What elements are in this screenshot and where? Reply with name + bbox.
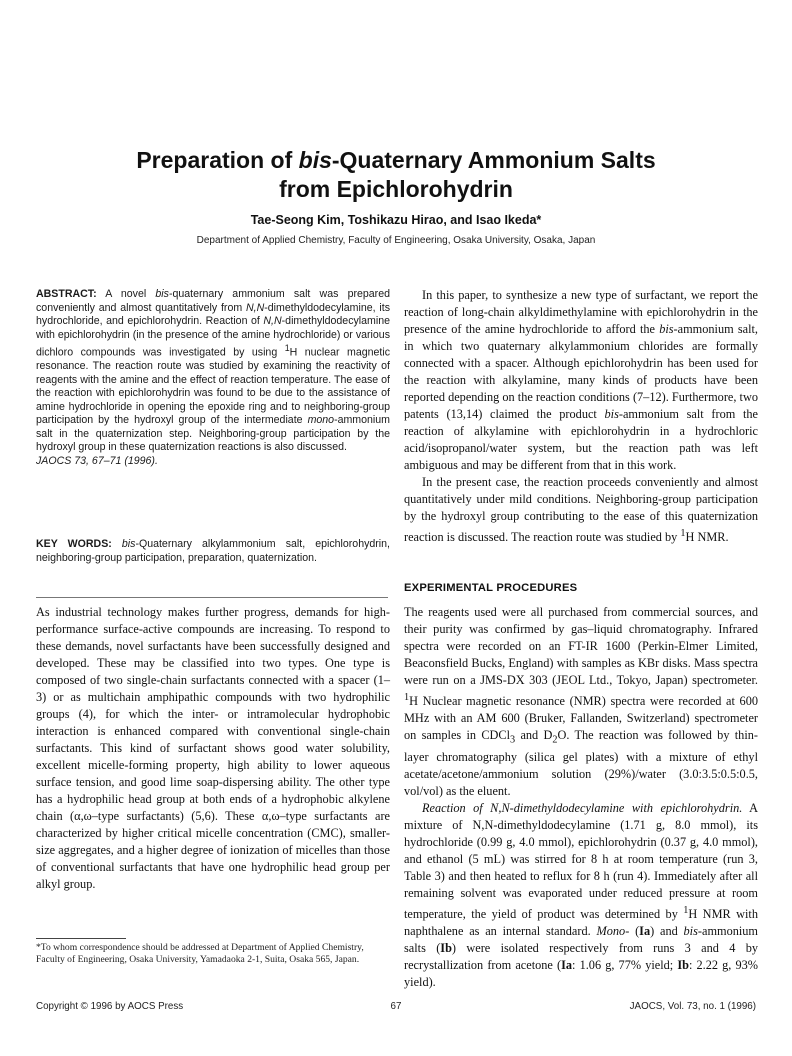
compound-label: Ib [440,940,452,955]
abstract-text: -dimethyldodecylamine, its hydrochloride, and epichlorohydrin. Reaction of [36,301,390,327]
article-title [60,146,732,204]
section-heading: EXPERIMENTAL PROCEDURES [404,582,578,594]
paragraph-text: A mixture of N,N-dimethyldodecylamine (1.71 g, 8.0 mmol), its hydrochloride (0.99 g, 4.0 mmol), epichlorohydrin (0.37 g, 4.0 mmol), and ethanol (5 mL) was stirred for 8 h at room temperature (run 3, Table 3) and then heated to reflux for 8 h (run 4). Immediately after all remaining solvent was evaporated under reduced pressure at room temperature, the yield of product was determined by [404,800,759,921]
paragraph-text: H Nuclear magnetic resonance (NMR) spectra were recorded at 600 MHz with an AM 600 (Bruker, Fallanden, Switzerland) spectrometer on samples in CDCl [404,694,758,743]
page-number: 67 [390,1001,402,1012]
abstract-label: ABSTRACT: [36,288,97,300]
paragraph-italic: bis [683,923,698,938]
abstract-text: -ammonium salt in the quaternization step. Neighboring-group participation by the hydroxyl group in these quaternization reactions is also discussed. [36,414,390,454]
author-list: Tae-Seong Kim, Toshikazu Hirao, and Isao Ikeda* [250,213,542,227]
keywords-italic: bis [121,538,136,550]
paragraph-text: In this paper, to synthesize a new type of surfactant, we report the reaction of long-chain alkyldimethylamine with epichlorohydrin in the presence of the amine hydrochloride to afford the [404,288,758,336]
paragraph-text: and D [515,728,553,743]
intro-paragraph: As industrial technology makes further progress, demands for high-performance surface-active compounds are increasing. To respond to these demands, novel surfactants have been successfully designed and developed. These may be classified into two types. One type is composed of two single-chain surfactants connected with a spacer (1–3) or as multichain amphipathic compounds with two hydrophilic groups (4), for which the inter- or intramolecular hydrophobic interaction is enhanced compared with conventional single-chain surfactants. This kind of surfactant shows good water solubility, excellent micelle-forming property, high ability to lower aqueous surface tension, and good lime soap-dispersing ability. The other type has a hydrophilic head group at both ends of a hydrophobic alkylene chain (α,ω–type surfactants) (5,6). These α,ω–type surfactants are characterized by higher critical micelle concentration (CMC), smaller-size aggregates, and a higher degree of ionization of micelles than those of conventional surfactants that have one hydrophilic head group per alkyl group. [36,605,390,891]
experimental-section [404,604,758,991]
paragraph-text: : 1.06 g, 77% yield; [572,957,678,972]
paragraph-text: - ( [625,923,640,938]
right-column-intro [404,287,758,546]
experimental-paragraph-2 [404,800,758,991]
title-line-1 [60,146,732,175]
paragraph-italic: Mono [596,923,626,938]
right-paragraph-1 [404,287,758,474]
abstract-divider [36,597,388,598]
footnote-divider [36,938,126,939]
title-italic: bis [298,147,332,173]
abstract-italic: mono [307,414,335,427]
compound-label: Ia [561,957,573,972]
paragraph-subscript: 3 [510,734,516,746]
abstract-text: H nuclear magnetic resonance. The reaction route was studied by examining the reactivity of reagents with the amine and the effect of reaction temperature. The ease of the reaction with epichlorohydrin was found to be due to the assistance of amine hydrochloride in opening the epoxide ring and to neighboring-group participation by the hydroxyl group of the intermediate [36,346,390,427]
experimental-paragraph-1 [404,604,758,800]
affiliation: Department of Applied Chemistry, Faculty of Engineering, Osaka University, Osaka, Japan [196,235,596,246]
introduction [36,604,390,893]
paragraph-text: ) were isolated respectively from runs 3 and 4 by recrystallization from acetone ( [404,940,758,972]
correspondence-footnote: *To whom correspondence should be addressed at Department of Applied Chemistry, Faculty of Engineering, Osaka University, Yamadaoka 2-1, Suita, Osaka 565, Japan. [36,942,364,965]
paragraph-text: -ammonium salt, in which two quaternary alkylammonium chlorides are formally connected with a spacer. Although epichlorohydrin has been used for the reaction with alkylamine, many kinds of products have been reported depending on the reaction conditions (7–12). Furthermore, two patents (13,14) claimed the product [404,322,758,421]
keywords-text: -Quaternary alkylammonium salt, epichlorohydrin, neighboring-group participation, preparation, quaternization. [36,538,390,564]
paragraph-superscript: 1 [404,692,410,703]
title-text-a: Preparation of [136,147,299,173]
abstract-italic: N,N [263,315,282,327]
abstract [36,288,390,468]
journal-reference: JAOCS, Vol. 73, no. 1 (1996) [629,1001,756,1012]
keywords [36,538,390,565]
paragraph-superscript: 1 [683,904,689,916]
compound-label: Ib [677,957,689,972]
title-text-b: -Quaternary Ammonium Salts [331,147,656,173]
paragraph-text: -ammonium salt from the reaction of alkylamine with epichlorohydrin in a hydrochloric acid/isopropanol/water system, but the reaction path was left ambiguous and may be different from that in this work. [404,407,758,472]
paragraph-text: ) and [650,923,684,938]
paragraph-subscript: 2 [552,734,558,746]
paragraph-text: The reagents used were all purchased from commercial sources, and their purity was confirmed by gas–liquid chromatography. Infrared spectra were recorded on an FT-IR 1600 (Perkin-Elmer Limited, Beaconsfield Bucks, England) with samples as KBr disks. Mass spectra were run on a JMS-DX 303 (JEOL Ltd., Tokyo, Japan) spectrometer. [404,605,758,687]
right-paragraph-2 [404,474,758,546]
abstract-italic: N,N [246,301,265,314]
abstract-text: -dimethyldodecylamine with epichlorohydrin (in the presence of the amine hydrochloride) or various dichloro compounds was investigated by using [36,315,390,359]
paragraph-text: -ammonium salts ( [404,923,759,955]
title-line-2: from Epichlorohydrin [279,176,513,202]
abstract-text: A novel [96,288,156,300]
abstract-citation: JAOCS 73, 67–71 (1996). [36,454,158,467]
paragraph-superscript: 1 [680,528,686,539]
compound-label: Ia [639,923,651,938]
paragraph-text: H NMR with naphthalene as an internal standard. [404,906,758,938]
paragraph-text: : 2.22 g, 93% yield). [404,957,758,989]
abstract-text: -quaternary ammonium salt was prepared conveniently and almost quantitatively from [36,288,390,314]
paragraph-italic: bis [604,407,619,421]
paragraph-text: H NMR. [685,530,729,545]
paragraph-text: O. The reaction was followed by thin-layer chromatography (silica gel plates) with a mixture of ethyl acetate/acetone/ammonium solution (29%)/water (3.0:3.5:0.5:0.5, vol/vol) as the eluent. [404,728,758,798]
paragraph-italic: Reaction of N,N-dimethyldodecylamine with epichlorohydrin. [422,800,743,815]
paragraph-text: In the present case, the reaction proceeds conveniently and almost quantitatively under mild conditions. Neighboring-group participation by the hydroxyl group contributing to the ease of this quaternization reaction is discussed. The reaction route was studied by [404,475,758,545]
keywords-label: KEY WORDS: [36,538,112,550]
abstract-superscript: 1 [284,343,290,353]
copyright-line: Copyright © 1996 by AOCS Press [36,1001,184,1012]
abstract-italic: bis [155,288,169,300]
paragraph-italic: bis [659,322,674,336]
